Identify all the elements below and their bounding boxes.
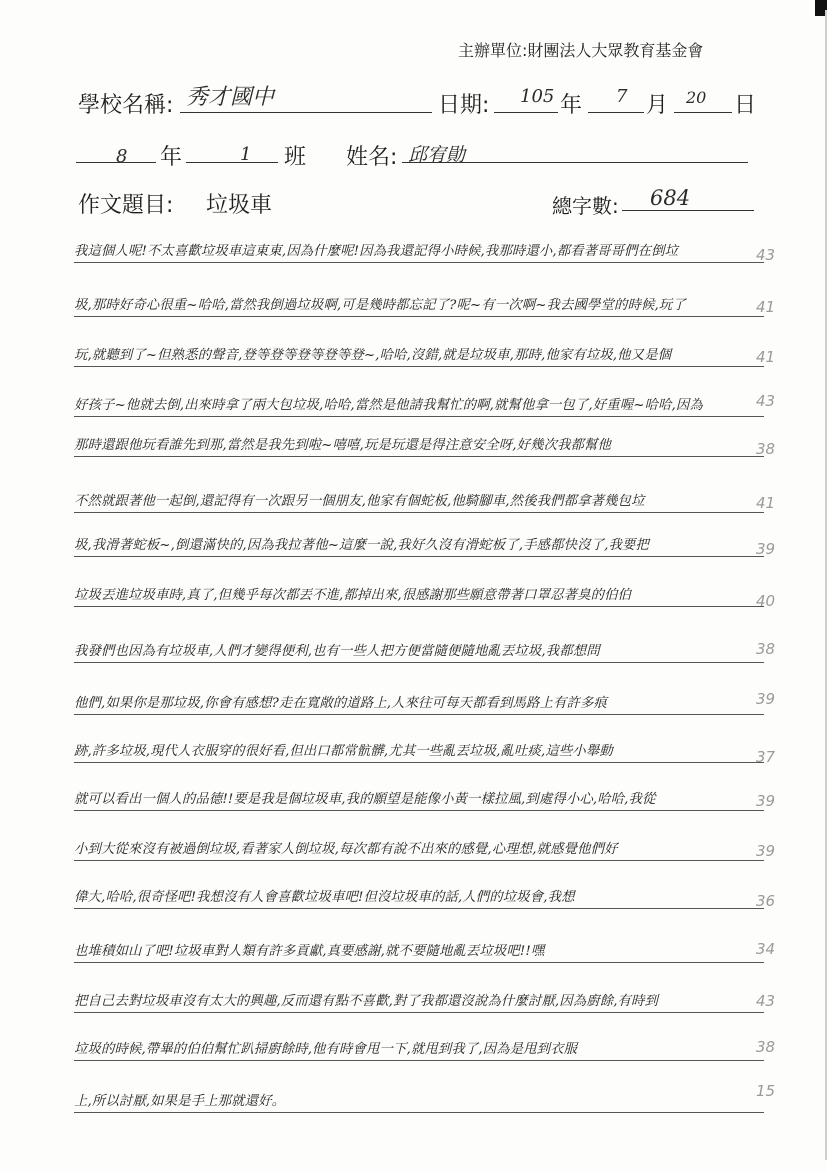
essay-line-text: 我發們也因為有垃圾車,人們才變得便利,也有一些人把方便當隨便隨地亂丟垃圾,我都想問	[74, 644, 600, 659]
essay-line-6	[74, 486, 764, 513]
essay-line-12	[74, 784, 764, 811]
date-day: 20	[686, 88, 707, 107]
essay-title-label: 作文題目:	[78, 193, 174, 218]
essay-line-text: 就可以看出一個人的品德!!要是我是個垃圾車,我的願望是能像小黃一樣拉風,到處得小心,哈哈,我從	[74, 792, 656, 807]
day-label: 日	[734, 93, 757, 118]
line-char-count: 41	[756, 494, 776, 512]
essay-line-9	[74, 636, 764, 663]
essay-line-7	[74, 530, 764, 557]
essay-line-text: 圾,我滑著蛇板~,倒還滿快的,因為我拉著他~這麼一說,我好久沒有滑蛇板了,手感都快沒了,我要把	[74, 538, 649, 553]
line-char-count: 39	[756, 690, 776, 708]
essay-line-1	[74, 236, 764, 263]
school-value: 秀才國中	[186, 85, 275, 110]
wordcount-label: 總字數:	[552, 194, 619, 218]
year-underline	[494, 112, 558, 113]
line-char-count: 15	[756, 1082, 776, 1100]
essay-line-text: 好孩子~他就去倒,出來時拿了兩大包垃圾,哈哈,當然是他請我幫忙的啊,就幫他拿一包了,好重喔~哈哈,因為	[74, 398, 703, 413]
line-char-count: 38	[756, 640, 776, 658]
date-month: 7	[616, 86, 628, 107]
class-label: 班	[284, 145, 307, 170]
essay-line-text: 垃圾丟進垃圾車時,真了,但幾乎每次都丟不進,都掉出來,很感謝那些願意帶著口罩忍著臭的伯伯	[74, 588, 632, 603]
line-char-count: 38	[756, 1038, 776, 1056]
essay-line-text: 偉大,哈哈,很奇怪吧!我想沒有人會喜歡垃圾車吧!但沒垃圾車的話,人們的垃圾會,我想	[74, 890, 575, 905]
essay-line-text: 把自己去對垃圾車沒有太大的興趣,反而還有點不喜歡,對了我都還沒說為什麼討厭,因為廚餘,有時到	[74, 994, 659, 1009]
grade-underline	[76, 162, 156, 163]
date-year: 105	[520, 86, 555, 107]
essay-line-text: 跡,許多垃圾,現代人衣服穿的很好看,但出口都常骯髒,尤其一些亂丟垃圾,亂吐痰,這些小舉動	[74, 744, 613, 759]
essay-line-text: 不然就跟著他一起倒,還記得有一次跟另一個朋友,他家有個蛇板,他騎腳車,然後我們都拿著幾包垃	[74, 494, 645, 509]
line-char-count: 43	[756, 246, 776, 264]
essay-line-13	[74, 834, 764, 861]
grade-value: 8	[116, 146, 128, 167]
line-char-count: 39	[756, 792, 776, 810]
essay-line-text: 上,所以討厭,如果是手上那就還好。	[74, 1094, 286, 1109]
line-char-count: 38	[756, 440, 776, 458]
class-underline	[186, 162, 278, 163]
grade-label: 年	[160, 145, 183, 170]
wordcount-value: 684	[650, 186, 691, 210]
essay-line-text: 圾,那時好奇心很重~哈哈,當然我倒過垃圾啊,可是幾時都忘記了?呢~有一次啊~我去國學堂的時候,玩了	[74, 298, 686, 313]
line-char-count: 40	[756, 592, 776, 610]
essay-line-text: 垃圾的時候,帶畢的伯伯幫忙趴掃廚餘時,他有時會甩一下,就甩到我了,因為是甩到衣服	[74, 1042, 578, 1057]
month-label: 月	[646, 93, 669, 118]
essay-line-10	[74, 688, 764, 715]
line-char-count: 39	[756, 540, 776, 558]
essay-title-value: 垃圾車	[206, 193, 273, 218]
line-char-count: 39	[756, 842, 776, 860]
essay-line-4	[74, 390, 764, 417]
essay-line-text: 他們,如果你是那垃圾,你會有感想?走在寬敞的道路上,人來往可每天都看到馬路上有許多痕	[74, 696, 607, 711]
day-underline	[674, 112, 732, 113]
wordcount-underline	[622, 210, 754, 211]
date-label: 日期:	[438, 93, 490, 118]
line-char-count: 36	[756, 892, 776, 910]
essay-line-16	[74, 986, 764, 1013]
essay-line-18	[74, 1086, 764, 1113]
essay-line-11	[74, 736, 764, 763]
essay-line-text: 也堆積如山了吧!垃圾車對人類有許多貢獻,真要感謝,就不要隨地亂丟垃圾吧!!嘿	[74, 944, 545, 959]
line-char-count: 37	[756, 748, 776, 766]
name-label: 姓名:	[346, 145, 398, 170]
line-char-count: 43	[756, 992, 776, 1010]
line-char-count: 41	[756, 298, 776, 316]
essay-line-text: 那時還跟他玩看誰先到那,當然是我先到啦~嘻嘻,玩是玩還是得注意安全呀,好幾次我都幫他	[74, 438, 612, 453]
essay-line-text: 玩,就聽到了~但熟悉的聲音,登等登等登等登等登~,哈哈,沒錯,就是垃圾車,那時,他家有垃圾,他又是個	[74, 348, 672, 363]
school-label: 學校名稱:	[78, 93, 174, 118]
essay-line-3	[74, 340, 764, 367]
name-value: 邱宥勛	[408, 144, 466, 166]
essay-line-text: 我這個人呢!不太喜歡垃圾車這東東,因為什麼呢!因為我還記得小時候,我那時還小,都看著哥哥們在倒垃	[74, 244, 679, 259]
essay-line-5	[74, 430, 764, 457]
month-underline	[588, 112, 644, 113]
essay-line-text: 小到大從來沒有被過倒垃圾,看著家人倒垃圾,每次都有說不出來的感覺,心理想,就感覺他們好	[74, 842, 618, 857]
line-char-count: 43	[756, 392, 776, 410]
sponsor-text: 主辦單位:財團法人大眾教育基金會	[458, 41, 704, 60]
essay-line-17	[74, 1034, 764, 1061]
name-underline	[402, 162, 748, 163]
class-value: 1	[240, 144, 252, 165]
line-char-count: 34	[756, 940, 776, 958]
essay-line-8	[74, 580, 764, 607]
essay-line-15	[74, 936, 764, 963]
essay-line-2	[74, 290, 764, 317]
year-label: 年	[560, 93, 583, 118]
school-underline	[180, 112, 432, 113]
line-char-count: 41	[756, 348, 776, 366]
essay-line-14	[74, 882, 764, 909]
